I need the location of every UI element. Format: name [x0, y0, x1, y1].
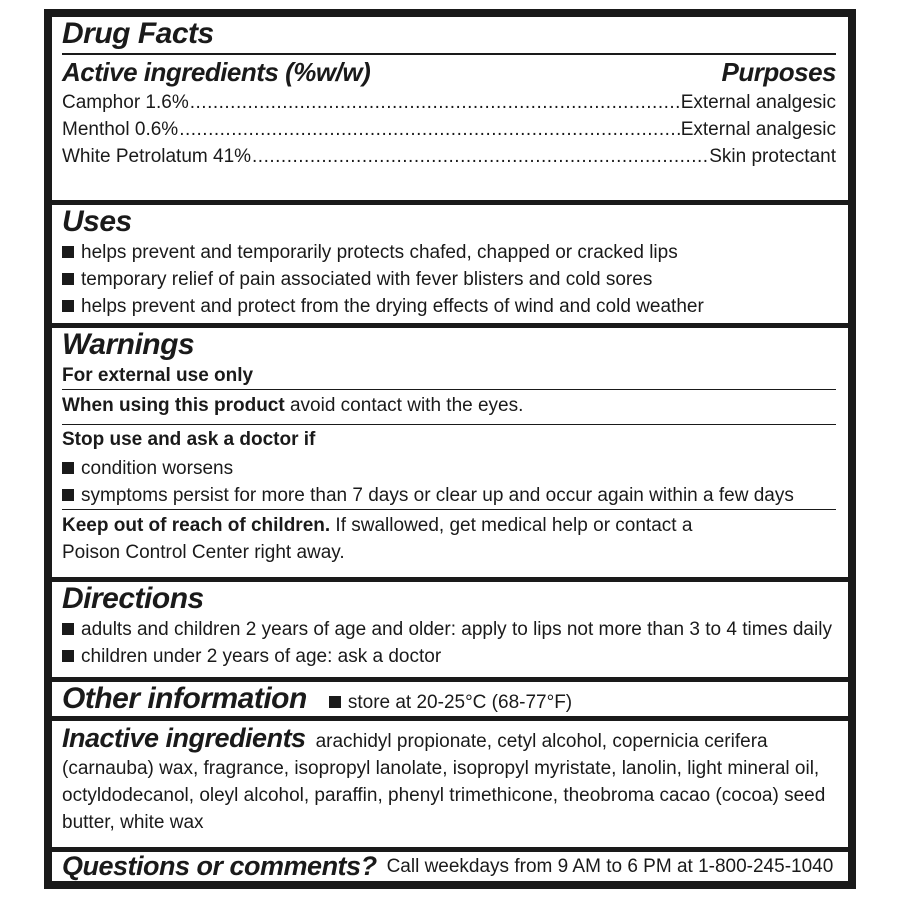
inactive-ingredients-text-line: octyldodecanol, oleyl alcohol, paraffin, phenyl trimethicone, theobroma cacao (cocoa) seed	[62, 785, 826, 806]
inactive-ingredients-text: arachidyl propionate, cetyl alcohol, copernicia cerifera	[315, 731, 768, 752]
other-information-header: Other information	[62, 682, 307, 715]
square-bullet-icon	[62, 650, 74, 662]
inactive-ingredients-text-line: (carnauba) wax, fragrance, isopropyl lanolate, isopropyl myristate, lanolin, light mineral oil,	[62, 758, 820, 779]
keep-out-lead: Keep out of reach of children.	[62, 515, 331, 536]
drug-facts-title: Drug Facts	[62, 17, 214, 50]
list-item: helps prevent and protect from the drying effects of wind and cold weather	[62, 293, 836, 320]
questions-header: Questions or comments?	[62, 852, 377, 881]
square-bullet-icon	[62, 489, 74, 501]
ingredient-row	[62, 116, 836, 143]
leader-dots	[179, 116, 680, 143]
directions-section	[52, 582, 848, 677]
active-ingredients-section	[52, 17, 848, 200]
active-ingredients-header: Active ingredients (%w/w)	[62, 56, 371, 87]
inactive-ingredients-text-line: butter, white wax	[62, 812, 204, 833]
uses-section	[52, 205, 848, 323]
when-using-line: When using this product avoid contact with the eyes.	[62, 389, 836, 424]
list-item: helps prevent and temporarily protects chafed, chapped or cracked lips	[62, 239, 836, 266]
square-bullet-icon	[329, 696, 341, 708]
list-item: store at 20-25°C (68-77°F)	[329, 686, 572, 713]
square-bullet-icon	[62, 300, 74, 312]
directions-header: Directions	[62, 582, 204, 615]
uses-header: Uses	[62, 205, 132, 238]
ingredient-row	[62, 89, 836, 116]
ingredient-name: White Petrolatum 41%	[62, 146, 252, 167]
list-item: symptoms persist for more than 7 days or clear up and occur again within a few days	[62, 482, 836, 509]
stop-use-header: Stop use and ask a doctor if	[62, 424, 836, 455]
leader-dots	[252, 143, 708, 170]
list-item: adults and children 2 years of age and older: apply to lips not more than 3 to 4 times daily	[62, 616, 836, 643]
square-bullet-icon	[62, 462, 74, 474]
inactive-ingredients-section	[52, 721, 848, 847]
ingredient-name: Camphor 1.6%	[62, 92, 189, 113]
drug-facts-panel	[44, 9, 856, 889]
ingredient-purpose: External analgesic	[680, 92, 836, 113]
leader-dots	[190, 89, 680, 116]
active-ingredients-header-row	[62, 53, 836, 89]
external-use-line: For external use only	[62, 365, 254, 386]
square-bullet-icon	[62, 273, 74, 285]
ingredient-purpose: Skin protectant	[709, 146, 836, 167]
inactive-ingredients-header: Inactive ingredients	[62, 723, 306, 753]
questions-section	[52, 852, 848, 881]
ingredient-purpose: External analgesic	[680, 119, 836, 140]
questions-text: Call weekdays from 9 AM to 6 PM at 1-800-245-1040	[386, 855, 834, 877]
keep-out-block	[62, 509, 836, 566]
list-item: condition worsens	[62, 455, 836, 482]
purposes-header: Purposes	[721, 56, 836, 87]
square-bullet-icon	[62, 623, 74, 635]
ingredient-name: Menthol 0.6%	[62, 119, 179, 140]
ingredient-row	[62, 143, 836, 170]
warnings-section	[52, 328, 848, 577]
list-item: temporary relief of pain associated with fever blisters and cold sores	[62, 266, 836, 293]
other-information-section	[52, 682, 848, 716]
square-bullet-icon	[62, 246, 74, 258]
keep-out-text: If swallowed, get medical help or contact a	[330, 515, 693, 536]
list-item: children under 2 years of age: ask a doctor	[62, 643, 836, 670]
keep-out-text-continued: Poison Control Center right away.	[62, 542, 345, 563]
warnings-header: Warnings	[62, 328, 195, 361]
